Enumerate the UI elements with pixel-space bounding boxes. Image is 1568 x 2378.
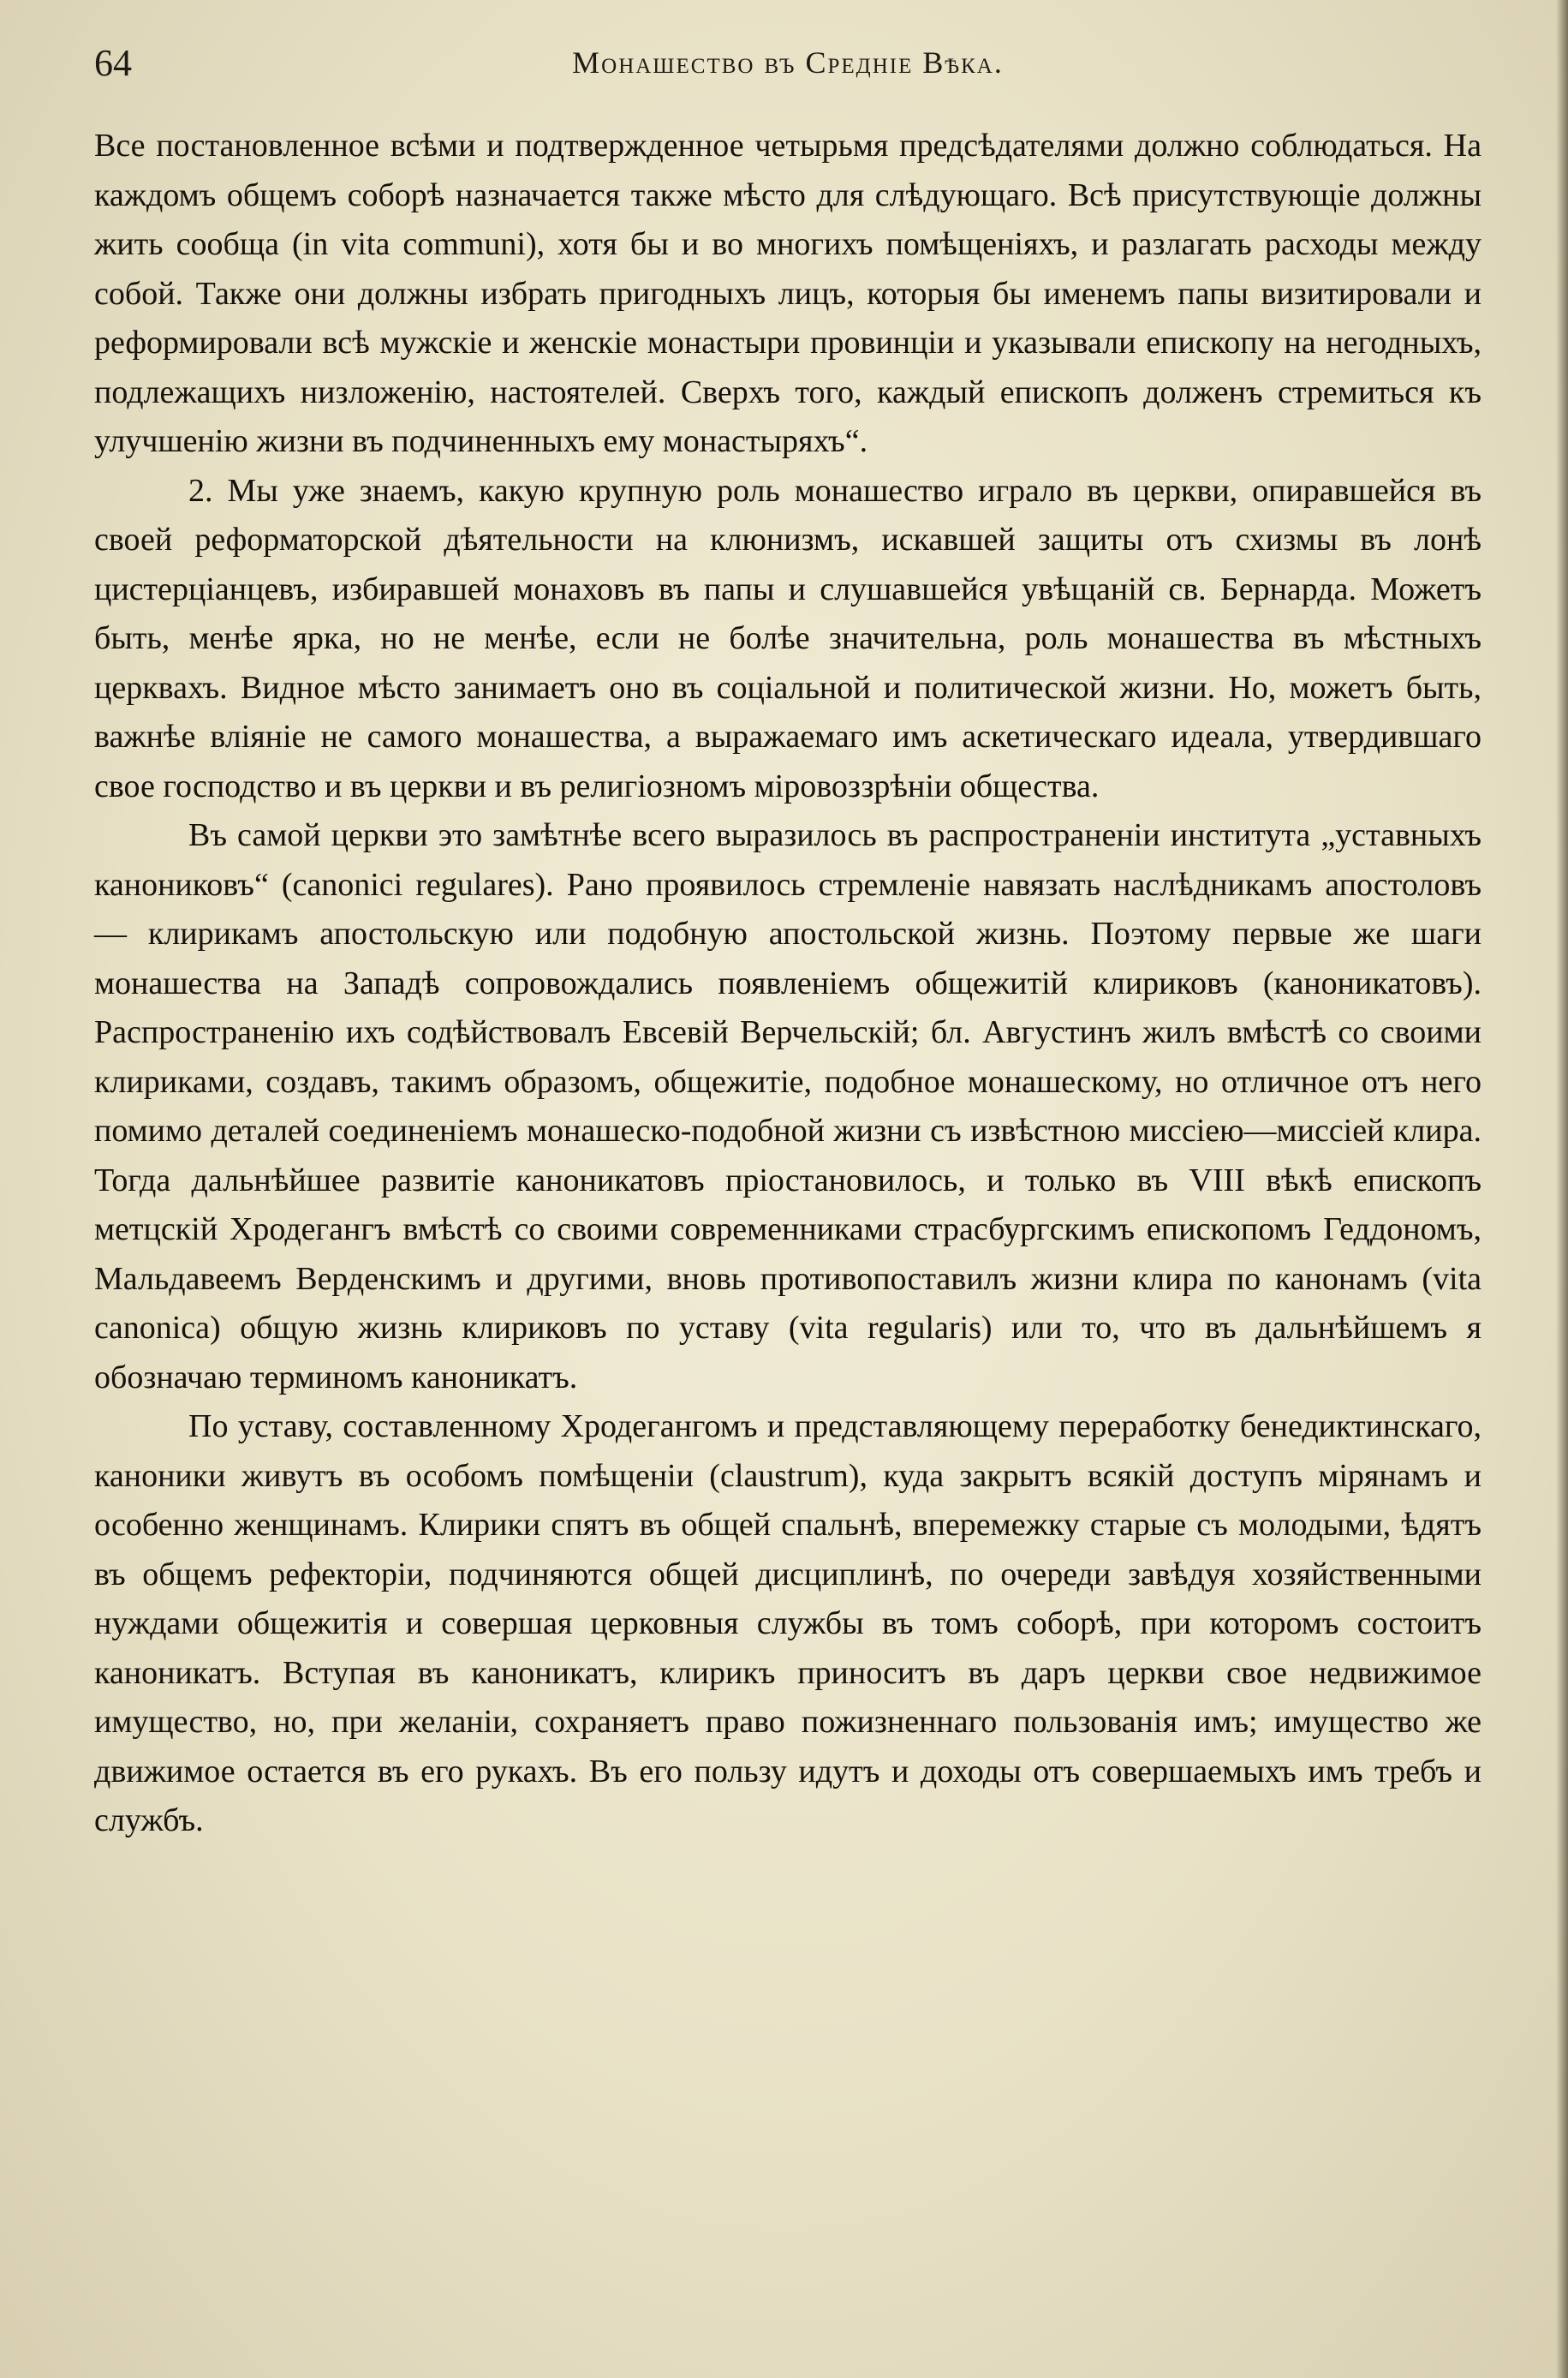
paragraph-3: Въ самой церкви это замѣтнѣе всего выразилось въ распространеніи института „уставныхъ канониковъ“ (canonici regulares). Рано проявилось стремленіе навязать наслѣдникамъ апостоловъ — клирикамъ апостольскую или подобную апостольской жизнь. Поэтому первые же шаги монашества на Западѣ сопровождались появленіемъ общежитій клириковъ (каноникатовъ). Распространенію ихъ содѣйствовалъ Евсевій Верчельскій; бл. Августинъ жилъ вмѣстѣ со своими клириками, создавъ, такимъ образомъ, общежитіе, подобное монашескому, но отличное отъ него помимо деталей соединеніемъ монашеско-подобной жизни съ извѣстною миссіею—миссіей клира. Тогда дальнѣйшее развитіе каноникатовъ пріостановилось, и только въ VIII вѣкѣ епископъ метцскій Хродегангъ вмѣстѣ со своими современниками страсбургскимъ епископомъ Геддономъ, Мальдавеемъ Верденскимъ и другими, вновь противопоставилъ жизни клира по канонамъ (vita canonica) общую жизнь клириковъ по уставу (vita regularis) или то, что въ дальнѣйшемъ я обозначаю терминомъ каноникатъ. — [94, 817, 1482, 1395]
page-header — [94, 41, 1482, 93]
paragraph-4: По уставу, составленному Хродегангомъ и представляющему переработку бенедиктинскаго, каноники живутъ въ особомъ помѣщеніи (claustrum), куда закрытъ всякій доступъ мірянамъ и особенно женщинамъ. Клирики спятъ въ общей спальнѣ, вперемежку старые съ молодыми, ѣдятъ въ общемъ рефекторіи, подчиняются общей дисциплинѣ, по очереди завѣдуя хозяйственными нуждами общежитія и совершая церковныя службы въ томъ соборѣ, при которомъ состоитъ каноникатъ. Вступая въ каноникатъ, клирикъ приноситъ въ даръ церкви свое недвижимое имущество, но, при желаніи, сохраняетъ право пожизненнаго пользованія имъ; имущество же движимое остается въ его рукахъ. Въ его пользу идутъ и доходы отъ совершаемыхъ имъ требъ и службъ. — [94, 1408, 1482, 1838]
body-text — [94, 122, 1482, 1846]
page-number: 64 — [94, 42, 132, 84]
running-title: Монашество въ Средніе Вѣка. — [572, 45, 1004, 80]
paragraph-2: 2. Мы уже знаемъ, какую крупную роль монашество играло въ церкви, опиравшейся въ своей реформаторской дѣятельности на клюнизмъ, искавшей защиты отъ схизмы въ лонѣ цистерціанцевъ, избиравшей монаховъ въ папы и слушавшейся увѣщаній св. Бернарда. Можетъ быть, менѣе ярка, но не менѣе, если не болѣе значительна, роль монашества въ мѣстныхъ церквахъ. Видное мѣсто занимаетъ оно въ соціальной и политической жизни. Но, можетъ быть, важнѣе вліяніе не самого монашества, а выражаемаго имъ аскетическаго идеала, утвердившаго свое господство и въ церкви и въ религіозномъ міровоззрѣніи общества. — [94, 472, 1482, 804]
paragraph-1: Все постановленное всѣми и подтвержденное четырьмя предсѣдателями должно соблюдаться. На каждомъ общемъ соборѣ назначается также мѣсто для слѣдующаго. Всѣ присутствующіе должны жить сообща (in vita communi), хотя бы и во многихъ помѣщеніяхъ, и разлагать расходы между собой. Также они должны избрать пригодныхъ лицъ, которыя бы именемъ папы визитировали и реформировали всѣ мужскіе и женскіе монастыри провинціи и указывали епископу на негодныхъ, подлежащихъ низложенію, настоятелей. Сверхъ того, каждый епископъ долженъ стремиться къ улучшенію жизни въ подчиненныхъ ему монастыряхъ“. — [94, 128, 1482, 459]
